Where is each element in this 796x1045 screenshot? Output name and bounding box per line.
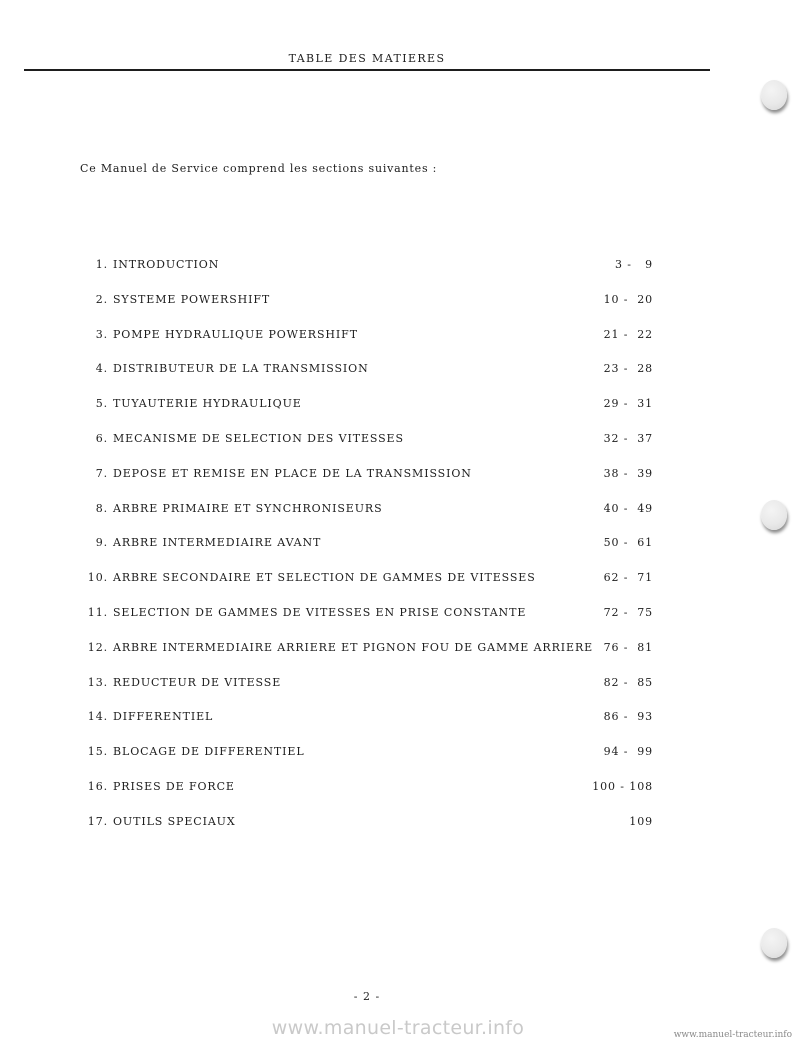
toc-entry-title: SYSTEME POWERSHIFT <box>113 293 271 306</box>
toc-entry <box>0 606 796 622</box>
toc-entry-pages: 40 - 49 <box>603 502 653 515</box>
toc-entry-title: PRISES DE FORCE <box>113 780 235 793</box>
toc-entry-number: 14. <box>87 710 108 723</box>
toc-entry <box>0 780 796 796</box>
toc-entry-title: ARBRE INTERMEDIAIRE ARRIERE ET PIGNON FOU DE GAMME ARRIERE <box>113 641 594 654</box>
toc-entry-pages: 86 - 93 <box>603 710 653 723</box>
page-number: - 2 - <box>353 990 381 1003</box>
toc-entry-number: 1. <box>95 258 108 271</box>
page-title: TABLE DES MATIERES <box>288 52 446 65</box>
toc-entry-number: 17. <box>87 815 108 828</box>
toc-entry-title: BLOCAGE DE DIFFERENTIEL <box>113 745 305 758</box>
toc-entry-pages: 72 - 75 <box>603 606 653 619</box>
toc-entry <box>0 676 796 692</box>
toc-entry-number: 8. <box>95 502 108 515</box>
toc-entry-pages: 32 - 37 <box>603 432 653 445</box>
toc-entry-title: ARBRE INTERMEDIAIRE AVANT <box>113 536 322 549</box>
toc-entry-number: 3. <box>95 328 108 341</box>
toc-entry <box>0 641 796 657</box>
watermark-small: www.manuel-tracteur.info <box>673 1030 792 1040</box>
toc-entry-pages: 76 - 81 <box>603 641 653 654</box>
binder-hole-bottom <box>761 928 787 958</box>
toc-entry-number: 2. <box>95 293 108 306</box>
toc-entry-number: 5. <box>95 397 108 410</box>
toc-entry-number: 10. <box>87 571 108 584</box>
toc-entry <box>0 258 796 274</box>
toc-entry <box>0 293 796 309</box>
toc-entry-title: REDUCTEUR DE VITESSE <box>113 676 282 689</box>
watermark: www.manuel-tracteur.info <box>271 1017 525 1039</box>
toc-entry-number: 12. <box>87 641 108 654</box>
toc-entry-pages: 100 - 108 <box>592 780 653 793</box>
toc-entry-number: 13. <box>87 676 108 689</box>
toc-entry-pages: 38 - 39 <box>603 467 653 480</box>
toc-entry-title: MECANISME DE SELECTION DES VITESSES <box>113 432 404 445</box>
toc-entry <box>0 467 796 483</box>
toc-entry-title: INTRODUCTION <box>113 258 220 271</box>
toc-entry <box>0 745 796 761</box>
toc-entry-title: TUYAUTERIE HYDRAULIQUE <box>113 397 302 410</box>
toc-entry-number: 16. <box>87 780 108 793</box>
toc-entry-number: 9. <box>95 536 108 549</box>
toc-entry-title: ARBRE PRIMAIRE ET SYNCHRONISEURS <box>113 502 383 515</box>
toc-entry <box>0 571 796 587</box>
toc-entry <box>0 502 796 518</box>
toc-entry-pages: 62 - 71 <box>603 571 653 584</box>
toc-entry-number: 6. <box>95 432 108 445</box>
toc-entry-pages: 29 - 31 <box>603 397 653 410</box>
toc-entry-title: POMPE HYDRAULIQUE POWERSHIFT <box>113 328 358 341</box>
binder-hole-top <box>761 80 787 110</box>
toc-entry-number: 15. <box>87 745 108 758</box>
toc-entry-number: 7. <box>95 467 108 480</box>
toc-entry-pages: 109 <box>629 815 653 828</box>
toc-entry-title: DISTRIBUTEUR DE LA TRANSMISSION <box>113 362 369 375</box>
toc-entry-title: OUTILS SPECIAUX <box>113 815 236 828</box>
binder-hole-middle <box>761 500 787 530</box>
toc-entry <box>0 432 796 448</box>
toc-entry <box>0 536 796 552</box>
toc-entry-pages: 3 - 9 <box>614 258 653 271</box>
toc-entry-pages: 23 - 28 <box>603 362 653 375</box>
toc-entry <box>0 710 796 726</box>
toc-entry-title: ARBRE SECONDAIRE ET SELECTION DE GAMMES DE VITESSES <box>113 571 536 584</box>
toc-entry-pages: 21 - 22 <box>603 328 653 341</box>
toc-entry-title: DEPOSE ET REMISE EN PLACE DE LA TRANSMISSION <box>113 467 472 480</box>
toc-entry-number: 4. <box>95 362 108 375</box>
toc-entry <box>0 397 796 413</box>
toc-entry-number: 11. <box>87 606 108 619</box>
toc-entry <box>0 362 796 378</box>
toc-entry <box>0 815 796 831</box>
toc-entry-pages: 10 - 20 <box>603 293 653 306</box>
toc-entry-pages: 82 - 85 <box>603 676 653 689</box>
intro-text: Ce Manuel de Service comprend les sections suivantes : <box>80 162 438 175</box>
toc-entry-title: DIFFERENTIEL <box>113 710 214 723</box>
toc-entry-pages: 94 - 99 <box>603 745 653 758</box>
toc-entry-pages: 50 - 61 <box>603 536 653 549</box>
toc-entry-title: SELECTION DE GAMMES DE VITESSES EN PRISE CONSTANTE <box>113 606 527 619</box>
toc-entry <box>0 328 796 344</box>
